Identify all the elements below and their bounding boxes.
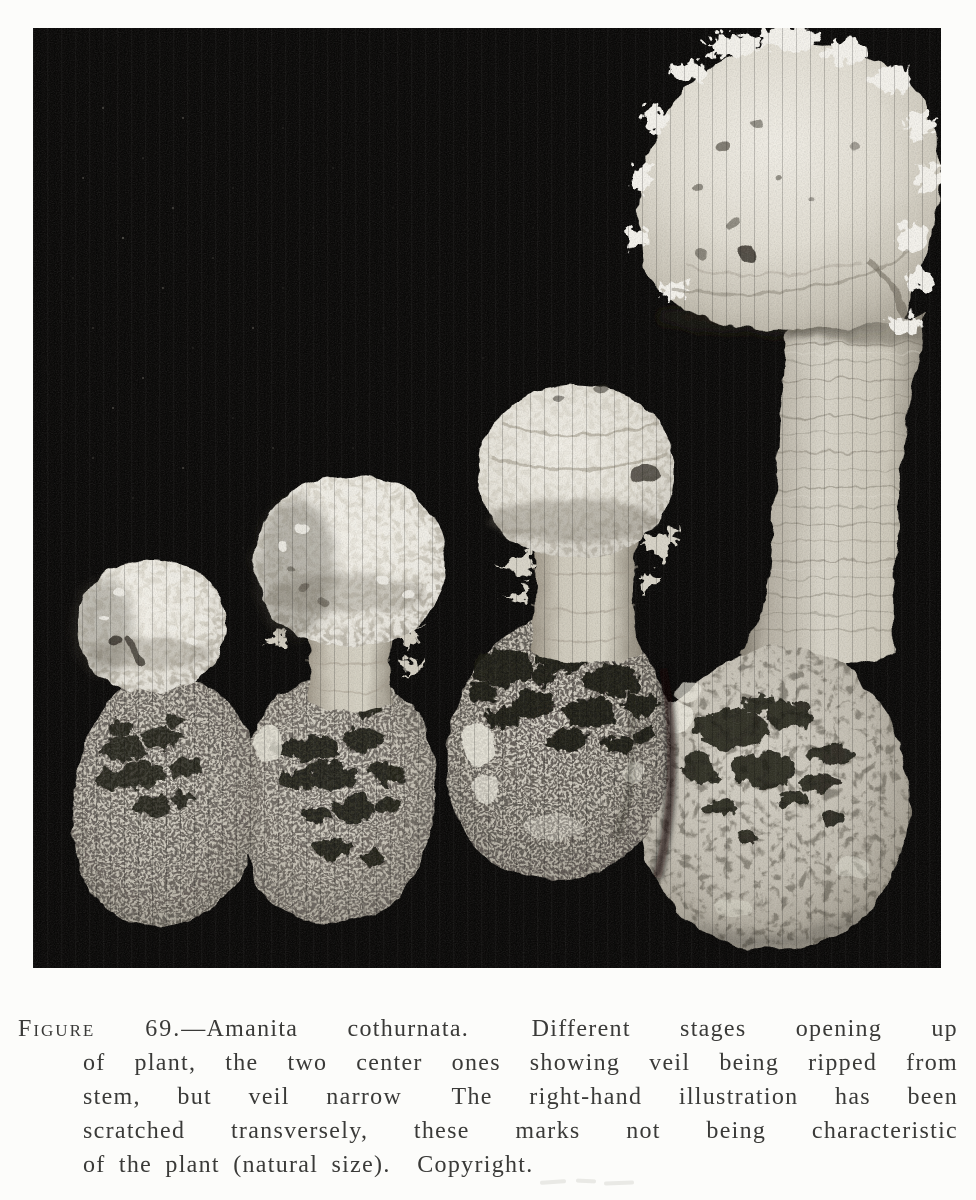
- film-grain-dark: [33, 28, 941, 968]
- caption-line-5: of the plant (natural size). Copyright.: [83, 1152, 534, 1178]
- mushroom-photo-svg: [33, 28, 941, 968]
- caption-line-3: stem, but veil narrow The right-hand illustration has been: [83, 1084, 958, 1110]
- caption-line-4: scratched transversely, these marks not being characteristic: [83, 1118, 958, 1144]
- bleed-through-mark: [576, 1178, 596, 1183]
- caption-line-2: of plant, the two center ones showing veil being ripped from: [83, 1050, 958, 1076]
- bleed-through-mark: [540, 1179, 566, 1185]
- caption-figure-label: Figure 69.: [18, 1016, 182, 1042]
- bleed-through-mark: [604, 1180, 634, 1185]
- figure-caption: [18, 1012, 958, 1182]
- mushroom-photo: [33, 28, 941, 968]
- caption-line-1: [18, 1012, 958, 1046]
- caption-line-1-text: —Amanita cothurnata. Different stages opening up: [181, 1016, 958, 1042]
